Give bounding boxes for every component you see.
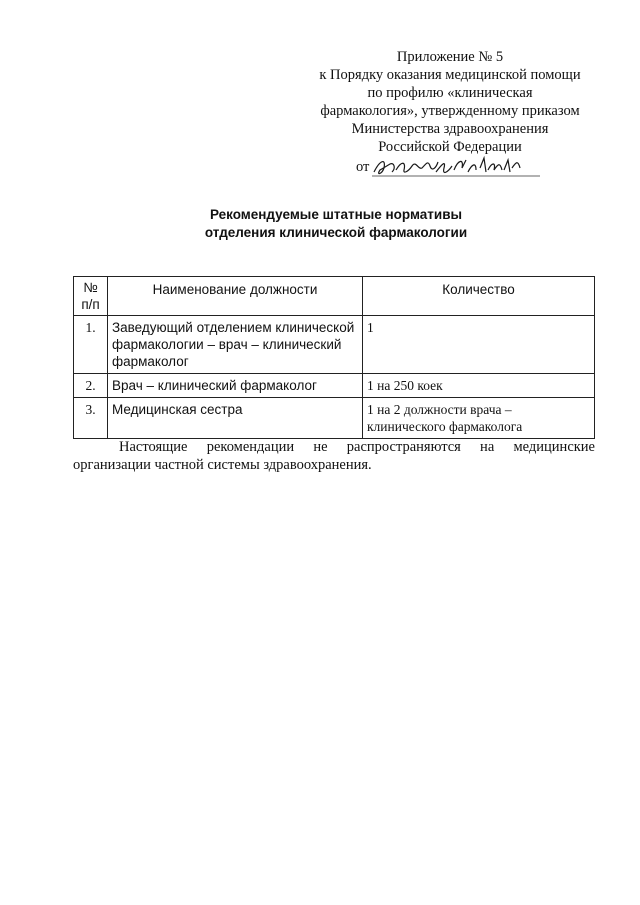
title-line: Рекомендуемые штатные нормативы <box>209 207 463 222</box>
position-name: Медицинская сестра <box>108 398 363 439</box>
appendix-number: Приложение № 5 <box>396 49 504 65</box>
row-number: 1. <box>74 316 108 374</box>
column-header-position: Наименование должности <box>108 277 363 316</box>
column-header-quantity: Количество <box>363 277 595 316</box>
appendix-reference-line: фармакология», утвержденному приказом <box>320 103 580 119</box>
position-name: Врач – клинический фармаколог <box>108 374 363 398</box>
table-row <box>74 398 595 439</box>
position-quantity: 1 на 250 коек <box>363 374 595 398</box>
document-title <box>150 206 522 242</box>
applicability-note: Настоящие рекомендации не распространяются на медицинские организации частной системы здравоохранения. <box>73 439 595 473</box>
column-header-number: № п/п <box>74 277 108 316</box>
handwritten-date-signature <box>372 154 542 180</box>
table-row <box>74 316 595 374</box>
table-header-row <box>74 277 595 316</box>
appendix-reference-line: Министерства здравоохранения <box>351 121 549 137</box>
title-line: отделения клинической фармакологии <box>204 225 468 240</box>
row-number: 3. <box>74 398 108 439</box>
position-quantity: 1 на 2 должности врача – клинического фармаколога <box>363 398 595 439</box>
appendix-header <box>300 48 600 180</box>
staffing-table <box>73 276 595 439</box>
order-date-prefix: от <box>356 159 370 175</box>
order-date-line <box>300 154 600 180</box>
appendix-reference-line: к Порядку оказания медицинской помощи <box>319 67 581 83</box>
appendix-reference-line: по профилю «клиническая <box>367 85 533 101</box>
appendix-reference-line: Российской Федерации <box>378 139 522 155</box>
position-quantity: 1 <box>363 316 595 374</box>
row-number: 2. <box>74 374 108 398</box>
position-name: Заведующий отделением клинической фармакологии – врач – клинический фармаколог <box>108 316 363 374</box>
table-row <box>74 374 595 398</box>
